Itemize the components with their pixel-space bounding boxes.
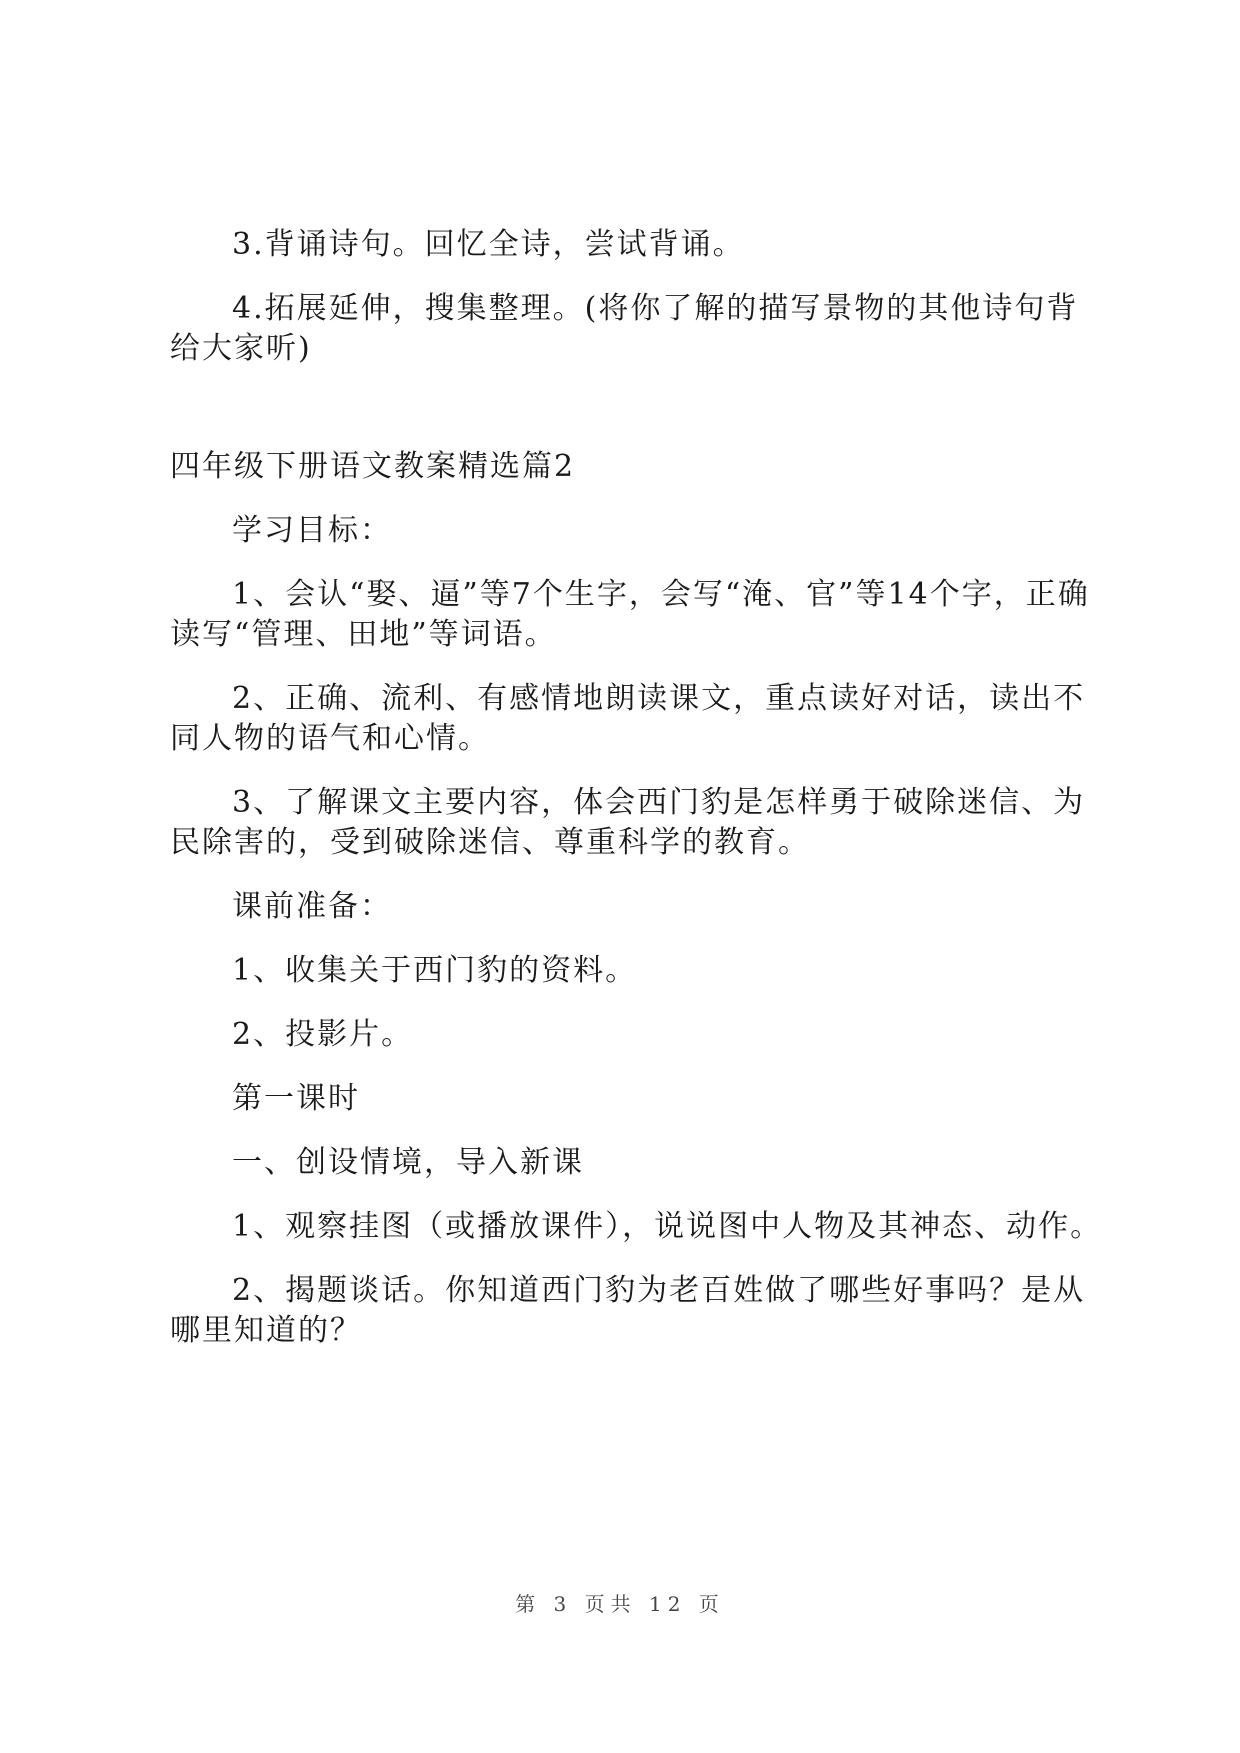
paragraph-goal-2: 2、正确、流利、有感情地朗读课文，重点读好对话，读出不同人物的语气和心情。 — [170, 681, 1086, 756]
paragraph-extend-collect: 4.拓展延伸，搜集整理。(将你了解的描写景物的其他诗句背给大家听) — [170, 291, 1079, 366]
paragraph-discussion: 2、揭题谈话。你知道西门豹为老百姓做了哪些好事吗？是从哪里知道的？ — [170, 1273, 1086, 1348]
paragraph-section-one: 一、创设情境，导入新课 — [232, 1145, 584, 1180]
paragraph-first-lesson: 第一课时 — [232, 1081, 360, 1116]
paragraph-preparation-label: 课前准备： — [232, 889, 392, 924]
paragraph-observe: 1、观察挂图（或播放课件），说说图中人物及其神态、动作。 — [232, 1209, 1103, 1244]
section-heading: 四年级下册语文教案精选篇2 — [170, 449, 576, 484]
paragraph-goal-1: 1、会认“娶、逼”等7个生字，会写“淹、官”等14个字，正确读写“管理、田地”等词语。 — [170, 577, 1090, 652]
paragraph-recite-poem: 3.背诵诗句。回忆全诗，尝试背诵。 — [232, 227, 745, 262]
document-body — [170, 225, 1105, 1351]
paragraph-learning-goals-label: 学习目标： — [232, 513, 392, 548]
paragraph-prep-1: 1、收集关于西门豹的资料。 — [232, 953, 638, 988]
paragraph-prep-2: 2、投影片。 — [232, 1017, 414, 1052]
paragraph-goal-3: 3、了解课文主要内容，体会西门豹是怎样勇于破除迷信、为民除害的，受到破除迷信、尊重科学的教育。 — [170, 785, 1086, 860]
page-number-footer: 第 3 页共 12 页 — [515, 1592, 725, 1616]
